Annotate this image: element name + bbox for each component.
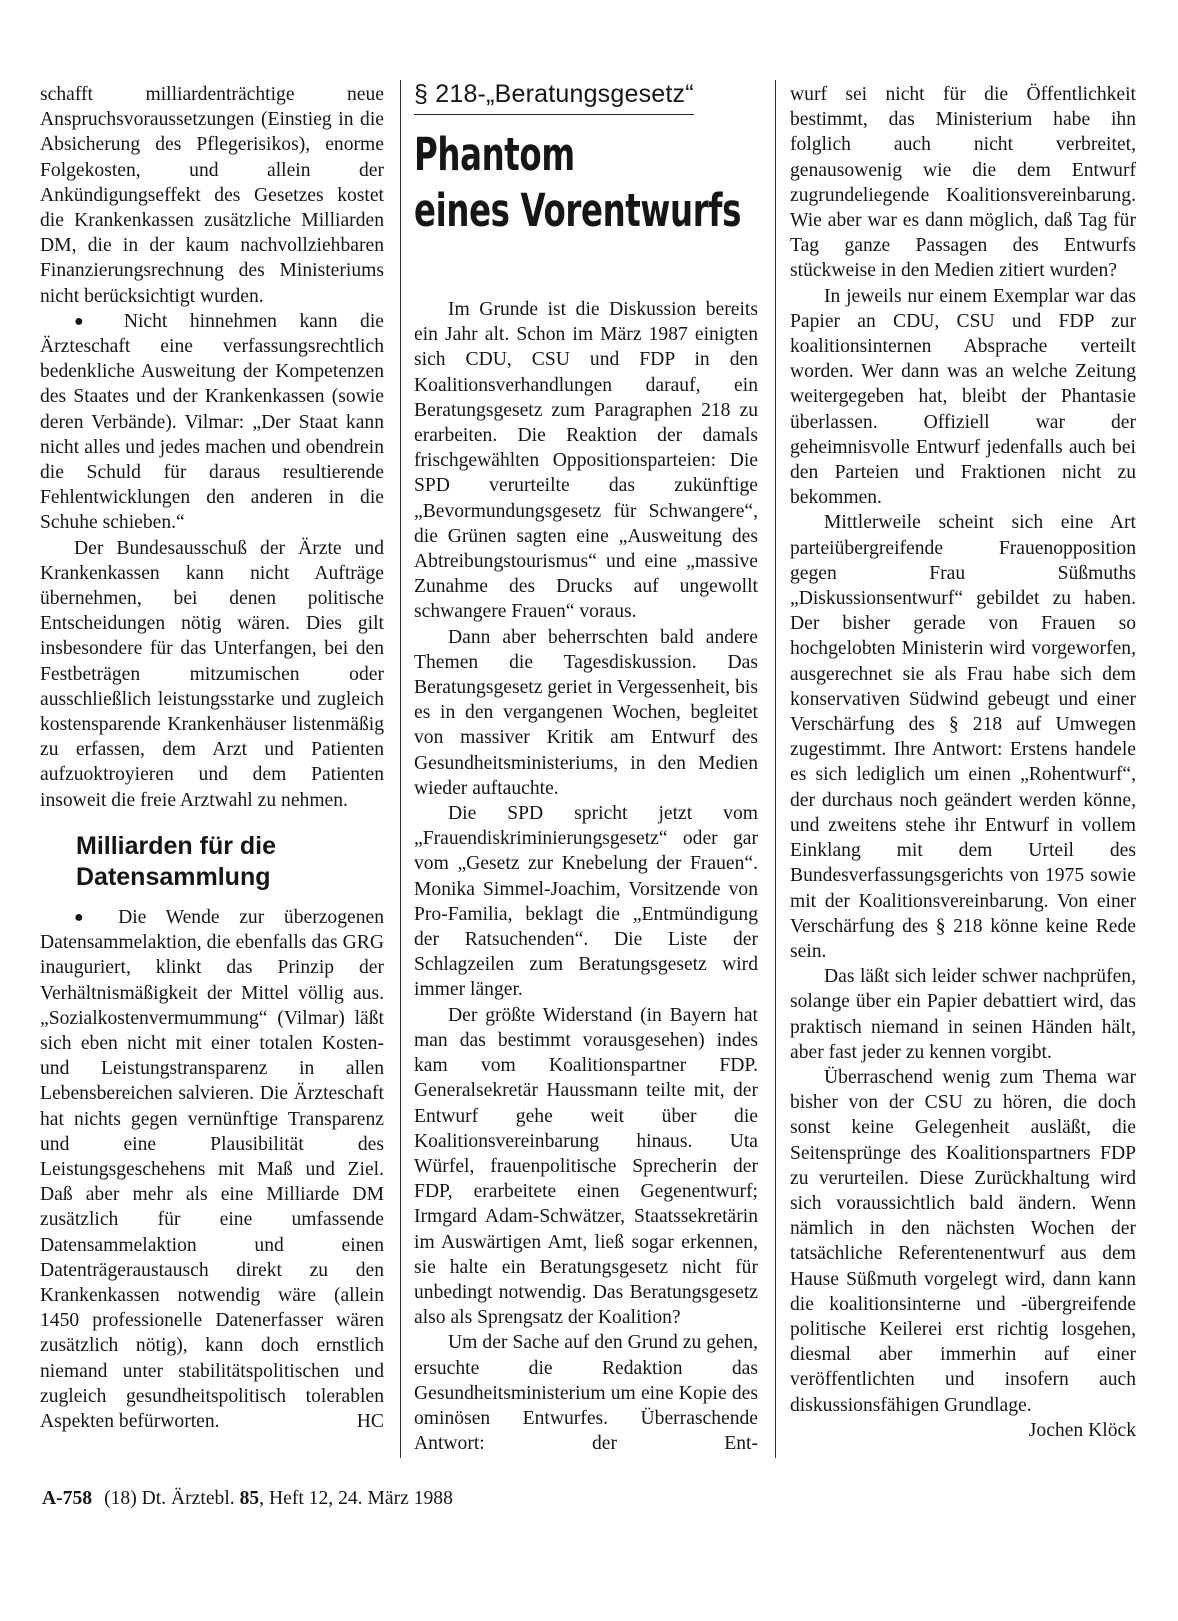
headline-line-1: Phantom <box>414 128 575 181</box>
paragraph: Mittlerweile scheint sich eine Art parteiübergreifende Frauenopposition gegen Frau Süßmuths „Diskussionsentwurf“ gebildet zu haben. Der bisher gerade von Frauen so hochgelobten Ministerin wird vorgeworfen, ausgerechnet sie als Frau habe sich dem konservativen Südwind gebeugt und einer Verschärfung des § 218 auf Umwegen zugestimmt. Ihre Antwort: Erstens handele es sich lediglich um einen „Rohentwurf“, der durchaus noch geändert werden könne, und zweitens stehe ihr Entwurf in vollem Einklang mit dem Urteil des Bundesverfassungsgerichts von 1975 sowie mit der Koalitionsvereinbarung. Von einer Verschärfung des § 218 könne keine Rede sein. <box>790 512 1136 962</box>
article-headline <box>414 127 758 253</box>
headline-line-2: eines Vorentwurfs <box>414 184 741 237</box>
column-divider-right <box>775 80 776 1458</box>
column-1 <box>40 82 384 1434</box>
paragraph <box>790 1065 1136 1441</box>
paragraph: Dann aber beherrschten bald andere Themen die Tagesdiskussion. Das Beratungsgesetz geriet in Vergessenheit, bis es in den vergangenen Wochen, begleitet von massiver Kritik am Entwurf des Gesundheitsministeriums, in den Medien wieder auftauchte. <box>414 626 758 799</box>
column-2 <box>414 82 758 1456</box>
paragraph: Die SPD spricht jetzt vom „Frauendiskriminierungsgesetz“ oder gar vom „Gesetz zur Knebelung der Frauen“. Monika Simmel-Joachim, Vorsitzende von Pro-Familia, beklagt die „Entmündigung der Ratsuchenden“. Die Liste der Schlagzeilen zum Beratungsgesetz wird immer länger. <box>414 803 758 1001</box>
paragraph-text: Nicht hinnehmen kann die Ärzteschaft eine verfassungsrechtlich bedenkliche Ausweitung der Kompetenzen des Staates und der Krankenkassen (sowie deren Verbände). Vilmar: „Der Staat kann nicht alles und jedes machen und obendrein die Schuld für daraus resultierende Fehlentwicklungen den anderen in die Schuhe schieben.“ <box>40 310 384 534</box>
column-divider-left <box>400 80 401 1458</box>
column-3 <box>790 82 1136 1443</box>
paragraph: wurf sei nicht für die Öffentlichkeit bestimmt, das Ministerium habe ihn folglich auch nicht verbreitet, genausowenig wie die dem Entwurf zugrundeliegende Koalitionsvereinbarung. Wie aber war es dann möglich, daß Tag für Tag ganze Passagen des Entwurfs stückweise in den Medien zitiert wurden? <box>790 84 1136 282</box>
page-code: A-758 <box>42 1488 93 1509</box>
article-kicker: § 218-„Beratungsgesetz“ <box>414 78 694 115</box>
bullet-paragraph <box>40 309 384 536</box>
signature: HC <box>356 1410 384 1432</box>
paragraph: Um der Sache auf den Grund zu gehen, ersuchte die Redaktion das Gesundheitsministerium um eine Kopie des ominösen Entwurfes. Überraschende Antwort: der Ent- <box>414 1332 758 1455</box>
paragraph: Der größte Widerstand (in Bayern hat man das bestimmt vorausgesehen) indes kam vom Koalitionspartner FDP. Generalsekretär Haussmann teilte mit, der Entwurf gehe weit über die Koalitionsvereinbarung hinaus. Uta Würfel, frauenpolitische Sprecherin der FDP, erarbeitete einen Gegenentwurf; Irmgard Adam-Schwätzer, Staatssekretärin im Auswärtigen Amt, ließ sogar erkennen, sie halte ein Beratungsgesetz nicht für unbedingt notwendig. Das Beratungsgesetz also als Sprengsatz der Koalition? <box>414 1004 758 1329</box>
bullet-icon: ● <box>74 312 102 330</box>
page-footer <box>42 1486 453 1511</box>
paragraph-text: Überraschend wenig zum Thema war bisher von der CSU zu hören, die doch sonst keine Gelegenheit ausläßt, die Seitensprünge des Koalitionspartners FDP zu verurteilen. Diese Zurückhaltung wird sich voraussichtlich bald ändern. Wenn nämlich in den nächsten Wochen der tatsächliche Referentenentwurf aus dem Hause Süßmuth vorgelegt wird, dann kann die koalitionsinterne und -übergreifende politische Keilerei erst richtig losgehen, diesmal aber immerhin auf einer veröffentlichten und insofern auch diskussionsfähigen Grundlage. <box>790 1066 1136 1416</box>
paragraph: schafft milliardenträchtige neue Anspruchsvoraussetzungen (Einstieg in die Absicherung des Pflegerisikos), enorme Folgekosten, und allein der Ankündigungseffekt des Gesetzes kostet die Krankenkassen zusätzliche Milliarden DM, die in der kaum nachvollziehbaren Finanzierungsrechnung des Ministeriums nicht berücksichtigt wurden. <box>40 84 384 307</box>
author-byline: Jochen Klöck <box>1028 1419 1136 1441</box>
paragraph: Der Bundesausschuß der Ärzte und Krankenkassen kann nicht Aufträge übernehmen, bei denen politische Entscheidungen nötig wären. Dies gilt insbesondere für das Unterfangen, bei den Festbeträgen mitzumischen oder ausschließlich leistungsstarke und zugleich kostensparende Krankenhäuser listenmäßig zu erfassen, dem Arzt und Patienten aufzuoktroyieren und dem Patienten insoweit die freie Arztwahl zu nehmen. <box>40 537 384 811</box>
paragraph: Das läßt sich leider schwer nachprüfen, solange über ein Papier debattiert wird, das praktisch niemand in seinen Händen hält, aber fast jeder zu kennen vorgibt. <box>790 966 1136 1063</box>
bullet-paragraph <box>40 905 384 1434</box>
issue-prefix: (18) Dt. Ärztebl. <box>104 1488 235 1509</box>
subheading: Milliarden für die Datensammlung <box>76 831 277 891</box>
paragraph: Im Grunde ist die Diskussion bereits ein Jahr alt. Schon im März 1987 einigten sich CDU, CSU und FDP in den Koalitionsverhandlungen darauf, ein Beratungsgesetz zum Paragraphen 218 zu erarbeiten. Die Reaktion der damals frischgewählten Oppositionsparteien: Die SPD verurteilte das zukünftige „Bevormundungsgesetz für Schwangere“, die Grünen sagten eine „Ausweitung des Abtreibungstourismus“ und eine „massive Zunahme des Drucks auf ungewollt schwangere Frauen“ voraus. <box>414 299 758 623</box>
issue-details: , Heft 12, 24. März 1988 <box>259 1488 453 1509</box>
bullet-icon: ● <box>74 908 99 926</box>
paragraph-text: Die Wende zur überzogenen Datensammelaktion, die ebenfalls das GRG inauguriert, klinkt das Prinzip der Verhältnismäßigkeit der Mittel völlig aus. „Sozialkostenvermummung“ (Vilmar) läßt sich eben nicht mit einer totalen Kosten- und Leistungstransparenz in allen Lebensbereichen salvieren. Die Ärzteschaft hat nichts gegen vernünftige Transparenz und eine Plausibilität des Leistungsgeschehens mit Maß und Ziel. Daß aber mehr als eine Milliarde DM zusätzlich für eine umfassende Datensammelaktion und einen Datenträgeraustausch direkt zu den Krankenkassen notwendig wäre (allein 1450 professionelle Datenerfasser wären zusätzlich nötig), kann doch ernstlich niemand unter stabilitätspolitischen und zugleich gesundheitspolitisch tolerablen Aspekten befürworten. <box>40 906 384 1432</box>
paragraph: In jeweils nur einem Exemplar war das Papier an CDU, CSU und FDP zur koalitionsinternen Absprache verteilt worden. Wer dann was an welche Zeitung weitergegeben hat, bleibt der Phantasie überlassen. Offiziell war der geheimnisvolle Entwurf jedenfalls auch bei den Parteien und Fraktionen nicht zu bekommen. <box>790 285 1136 509</box>
volume-number: 85 <box>239 1488 260 1509</box>
